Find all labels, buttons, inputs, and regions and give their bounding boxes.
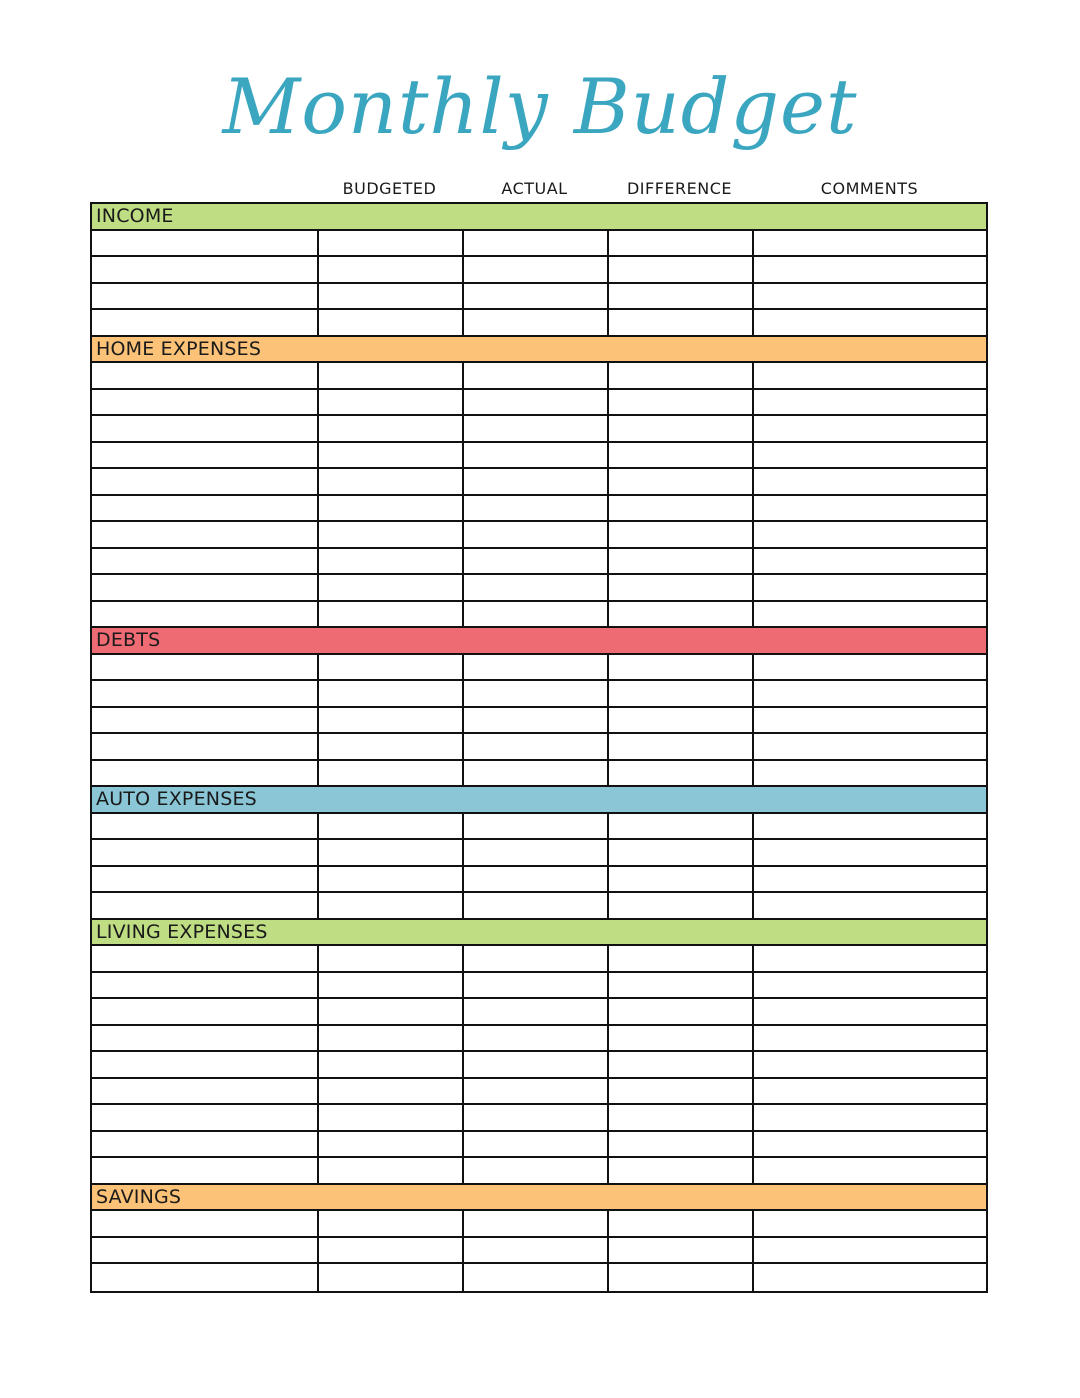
actual-cell[interactable] — [464, 1264, 609, 1291]
table-row — [92, 1052, 986, 1079]
comments-cell[interactable] — [754, 390, 986, 415]
table-row — [92, 522, 986, 549]
item-cell[interactable] — [92, 1211, 319, 1236]
budgeted-cell[interactable] — [319, 1211, 464, 1236]
actual-cell[interactable] — [464, 284, 609, 309]
difference-cell[interactable] — [609, 1132, 754, 1157]
budgeted-cell[interactable] — [319, 1052, 464, 1077]
column-headers — [0, 178, 1080, 200]
table-row — [92, 655, 986, 682]
table-row — [92, 1079, 986, 1106]
actual-cell[interactable] — [464, 390, 609, 415]
column-header-comments: COMMENTS — [820, 179, 919, 198]
column-header-difference: DIFFERENCE — [626, 179, 733, 198]
difference-cell[interactable] — [609, 284, 754, 309]
comments-cell[interactable] — [754, 1105, 986, 1130]
item-cell[interactable] — [92, 867, 319, 892]
difference-cell[interactable] — [609, 363, 754, 388]
actual-cell[interactable] — [464, 469, 609, 494]
actual-cell[interactable] — [464, 1132, 609, 1157]
table-row — [92, 469, 986, 496]
budgeted-cell[interactable] — [319, 681, 464, 706]
comments-cell[interactable] — [754, 1132, 986, 1157]
actual-cell[interactable] — [464, 1026, 609, 1051]
table-row — [92, 867, 986, 894]
comments-cell[interactable] — [754, 681, 986, 706]
actual-cell[interactable] — [464, 867, 609, 892]
table-row — [92, 257, 986, 284]
table-row — [92, 1132, 986, 1159]
budgeted-cell[interactable] — [319, 284, 464, 309]
actual-cell[interactable] — [464, 893, 609, 918]
actual-cell[interactable] — [464, 1211, 609, 1236]
budgeted-cell[interactable] — [319, 708, 464, 733]
item-cell[interactable] — [92, 1238, 319, 1263]
difference-cell[interactable] — [609, 496, 754, 521]
difference-cell[interactable] — [609, 1238, 754, 1263]
item-cell[interactable] — [92, 443, 319, 468]
budgeted-cell[interactable] — [319, 416, 464, 441]
budgeted-cell[interactable] — [319, 1238, 464, 1263]
budgeted-cell[interactable] — [319, 549, 464, 574]
column-header-actual: ACTUAL — [501, 179, 568, 198]
table-row — [92, 893, 986, 920]
item-cell[interactable] — [92, 1052, 319, 1077]
table-row — [92, 1105, 986, 1132]
comments-cell[interactable] — [754, 893, 986, 918]
item-cell[interactable] — [92, 814, 319, 839]
table-row — [92, 681, 986, 708]
difference-cell[interactable] — [609, 549, 754, 574]
difference-cell[interactable] — [609, 231, 754, 256]
budgeted-cell[interactable] — [319, 310, 464, 335]
budgeted-cell[interactable] — [319, 999, 464, 1024]
comments-cell[interactable] — [754, 1211, 986, 1236]
comments-cell[interactable] — [754, 231, 986, 256]
comments-cell[interactable] — [754, 469, 986, 494]
actual-cell[interactable] — [464, 602, 609, 627]
item-cell[interactable] — [92, 681, 319, 706]
difference-cell[interactable] — [609, 867, 754, 892]
page-title: Monthly Budget — [222, 62, 858, 151]
budgeted-cell[interactable] — [319, 231, 464, 256]
comments-cell[interactable] — [754, 761, 986, 786]
actual-cell[interactable] — [464, 1052, 609, 1077]
table-row — [92, 284, 986, 311]
budgeted-cell[interactable] — [319, 1264, 464, 1291]
budgeted-cell[interactable] — [319, 867, 464, 892]
table-row — [92, 1026, 986, 1053]
table-row — [92, 231, 986, 258]
budgeted-cell[interactable] — [319, 1132, 464, 1157]
budgeted-cell[interactable] — [319, 734, 464, 759]
comments-cell[interactable] — [754, 708, 986, 733]
budgeted-cell[interactable] — [319, 1105, 464, 1130]
budgeted-cell[interactable] — [319, 655, 464, 680]
table-row — [92, 496, 986, 523]
item-cell[interactable] — [92, 390, 319, 415]
comments-cell[interactable] — [754, 310, 986, 335]
difference-cell[interactable] — [609, 1052, 754, 1077]
comments-cell[interactable] — [754, 1026, 986, 1051]
actual-cell[interactable] — [464, 973, 609, 998]
section-header-debts: DEBTS — [92, 628, 986, 655]
comments-cell[interactable] — [754, 575, 986, 600]
section-header-savings: SAVINGS — [92, 1185, 986, 1212]
comments-cell[interactable] — [754, 867, 986, 892]
table-row — [92, 390, 986, 417]
comments-cell[interactable] — [754, 840, 986, 865]
comments-cell[interactable] — [754, 1158, 986, 1183]
section-header-auto: AUTO EXPENSES — [92, 787, 986, 814]
difference-cell[interactable] — [609, 1105, 754, 1130]
item-cell[interactable] — [92, 1132, 319, 1157]
table-row — [92, 549, 986, 576]
item-cell[interactable] — [92, 840, 319, 865]
actual-cell[interactable] — [464, 257, 609, 282]
actual-cell[interactable] — [464, 814, 609, 839]
item-cell[interactable] — [92, 1105, 319, 1130]
item-cell[interactable] — [92, 893, 319, 918]
table-row — [92, 973, 986, 1000]
item-cell[interactable] — [92, 549, 319, 574]
actual-cell[interactable] — [464, 1158, 609, 1183]
difference-cell[interactable] — [609, 390, 754, 415]
table-row — [92, 363, 986, 390]
table-row — [92, 734, 986, 761]
difference-cell[interactable] — [609, 1264, 754, 1291]
difference-cell[interactable] — [609, 443, 754, 468]
comments-cell[interactable] — [754, 1052, 986, 1077]
item-cell[interactable] — [92, 1079, 319, 1104]
budget-table — [90, 202, 988, 1293]
comments-cell[interactable] — [754, 946, 986, 971]
item-cell[interactable] — [92, 284, 319, 309]
item-cell[interactable] — [92, 310, 319, 335]
difference-cell[interactable] — [609, 1079, 754, 1104]
budgeted-cell[interactable] — [319, 814, 464, 839]
difference-cell[interactable] — [609, 840, 754, 865]
difference-cell[interactable] — [609, 602, 754, 627]
budgeted-cell[interactable] — [319, 893, 464, 918]
difference-cell[interactable] — [609, 708, 754, 733]
difference-cell[interactable] — [609, 761, 754, 786]
column-header-budgeted: BUDGETED — [342, 179, 437, 198]
item-cell[interactable] — [92, 655, 319, 680]
table-row — [92, 1158, 986, 1185]
section-header-income: INCOME — [92, 204, 986, 231]
table-row — [92, 814, 986, 841]
actual-cell[interactable] — [464, 681, 609, 706]
difference-cell[interactable] — [609, 999, 754, 1024]
difference-cell[interactable] — [609, 575, 754, 600]
actual-cell[interactable] — [464, 310, 609, 335]
table-row — [92, 1264, 986, 1291]
budgeted-cell[interactable] — [319, 575, 464, 600]
comments-cell[interactable] — [754, 734, 986, 759]
budgeted-cell[interactable] — [319, 1079, 464, 1104]
actual-cell[interactable] — [464, 655, 609, 680]
actual-cell[interactable] — [464, 840, 609, 865]
difference-cell[interactable] — [609, 522, 754, 547]
item-cell[interactable] — [92, 946, 319, 971]
table-row — [92, 946, 986, 973]
item-cell[interactable] — [92, 496, 319, 521]
difference-cell[interactable] — [609, 1026, 754, 1051]
comments-cell[interactable] — [754, 814, 986, 839]
item-cell[interactable] — [92, 1264, 319, 1291]
table-row — [92, 999, 986, 1026]
difference-cell[interactable] — [609, 814, 754, 839]
comments-cell[interactable] — [754, 999, 986, 1024]
comments-cell[interactable] — [754, 549, 986, 574]
actual-cell[interactable] — [464, 734, 609, 759]
comments-cell[interactable] — [754, 257, 986, 282]
item-cell[interactable] — [92, 231, 319, 256]
item-cell[interactable] — [92, 761, 319, 786]
table-row — [92, 310, 986, 337]
item-cell[interactable] — [92, 734, 319, 759]
actual-cell[interactable] — [464, 522, 609, 547]
budgeted-cell[interactable] — [319, 761, 464, 786]
item-cell[interactable] — [92, 363, 319, 388]
table-row — [92, 443, 986, 470]
actual-cell[interactable] — [464, 575, 609, 600]
item-cell[interactable] — [92, 999, 319, 1024]
actual-cell[interactable] — [464, 416, 609, 441]
comments-cell[interactable] — [754, 363, 986, 388]
actual-cell[interactable] — [464, 946, 609, 971]
item-cell[interactable] — [92, 602, 319, 627]
budgeted-cell[interactable] — [319, 602, 464, 627]
comments-cell[interactable] — [754, 284, 986, 309]
budgeted-cell[interactable] — [319, 390, 464, 415]
difference-cell[interactable] — [609, 416, 754, 441]
difference-cell[interactable] — [609, 973, 754, 998]
section-header-home: HOME EXPENSES — [92, 337, 986, 364]
comments-cell[interactable] — [754, 522, 986, 547]
budgeted-cell[interactable] — [319, 522, 464, 547]
comments-cell[interactable] — [754, 602, 986, 627]
table-row — [92, 761, 986, 788]
actual-cell[interactable] — [464, 1105, 609, 1130]
item-cell[interactable] — [92, 973, 319, 998]
item-cell[interactable] — [92, 708, 319, 733]
budgeted-cell[interactable] — [319, 946, 464, 971]
budgeted-cell[interactable] — [319, 1158, 464, 1183]
difference-cell[interactable] — [609, 655, 754, 680]
difference-cell[interactable] — [609, 1158, 754, 1183]
budgeted-cell[interactable] — [319, 1026, 464, 1051]
difference-cell[interactable] — [609, 893, 754, 918]
item-cell[interactable] — [92, 1026, 319, 1051]
difference-cell[interactable] — [609, 946, 754, 971]
comments-cell[interactable] — [754, 1079, 986, 1104]
comments-cell[interactable] — [754, 1264, 986, 1291]
actual-cell[interactable] — [464, 708, 609, 733]
item-cell[interactable] — [92, 522, 319, 547]
actual-cell[interactable] — [464, 231, 609, 256]
budgeted-cell[interactable] — [319, 973, 464, 998]
difference-cell[interactable] — [609, 1211, 754, 1236]
comments-cell[interactable] — [754, 655, 986, 680]
item-cell[interactable] — [92, 1158, 319, 1183]
difference-cell[interactable] — [609, 257, 754, 282]
budgeted-cell[interactable] — [319, 840, 464, 865]
comments-cell[interactable] — [754, 416, 986, 441]
item-cell[interactable] — [92, 575, 319, 600]
actual-cell[interactable] — [464, 1079, 609, 1104]
comments-cell[interactable] — [754, 496, 986, 521]
budgeted-cell[interactable] — [319, 257, 464, 282]
budgeted-cell[interactable] — [319, 363, 464, 388]
comments-cell[interactable] — [754, 443, 986, 468]
difference-cell[interactable] — [609, 734, 754, 759]
table-row — [92, 575, 986, 602]
section-header-living: LIVING EXPENSES — [92, 920, 986, 947]
table-row — [92, 1238, 986, 1265]
actual-cell[interactable] — [464, 363, 609, 388]
item-cell[interactable] — [92, 257, 319, 282]
item-cell[interactable] — [92, 416, 319, 441]
comments-cell[interactable] — [754, 973, 986, 998]
actual-cell[interactable] — [464, 999, 609, 1024]
difference-cell[interactable] — [609, 310, 754, 335]
actual-cell[interactable] — [464, 496, 609, 521]
budgeted-cell[interactable] — [319, 496, 464, 521]
table-row — [92, 1211, 986, 1238]
difference-cell[interactable] — [609, 681, 754, 706]
table-row — [92, 708, 986, 735]
comments-cell[interactable] — [754, 1238, 986, 1263]
table-row — [92, 840, 986, 867]
difference-cell[interactable] — [609, 469, 754, 494]
budgeted-cell[interactable] — [319, 443, 464, 468]
item-cell[interactable] — [92, 469, 319, 494]
budgeted-cell[interactable] — [319, 469, 464, 494]
actual-cell[interactable] — [464, 761, 609, 786]
table-row — [92, 602, 986, 629]
actual-cell[interactable] — [464, 1238, 609, 1263]
table-row — [92, 416, 986, 443]
actual-cell[interactable] — [464, 443, 609, 468]
actual-cell[interactable] — [464, 549, 609, 574]
